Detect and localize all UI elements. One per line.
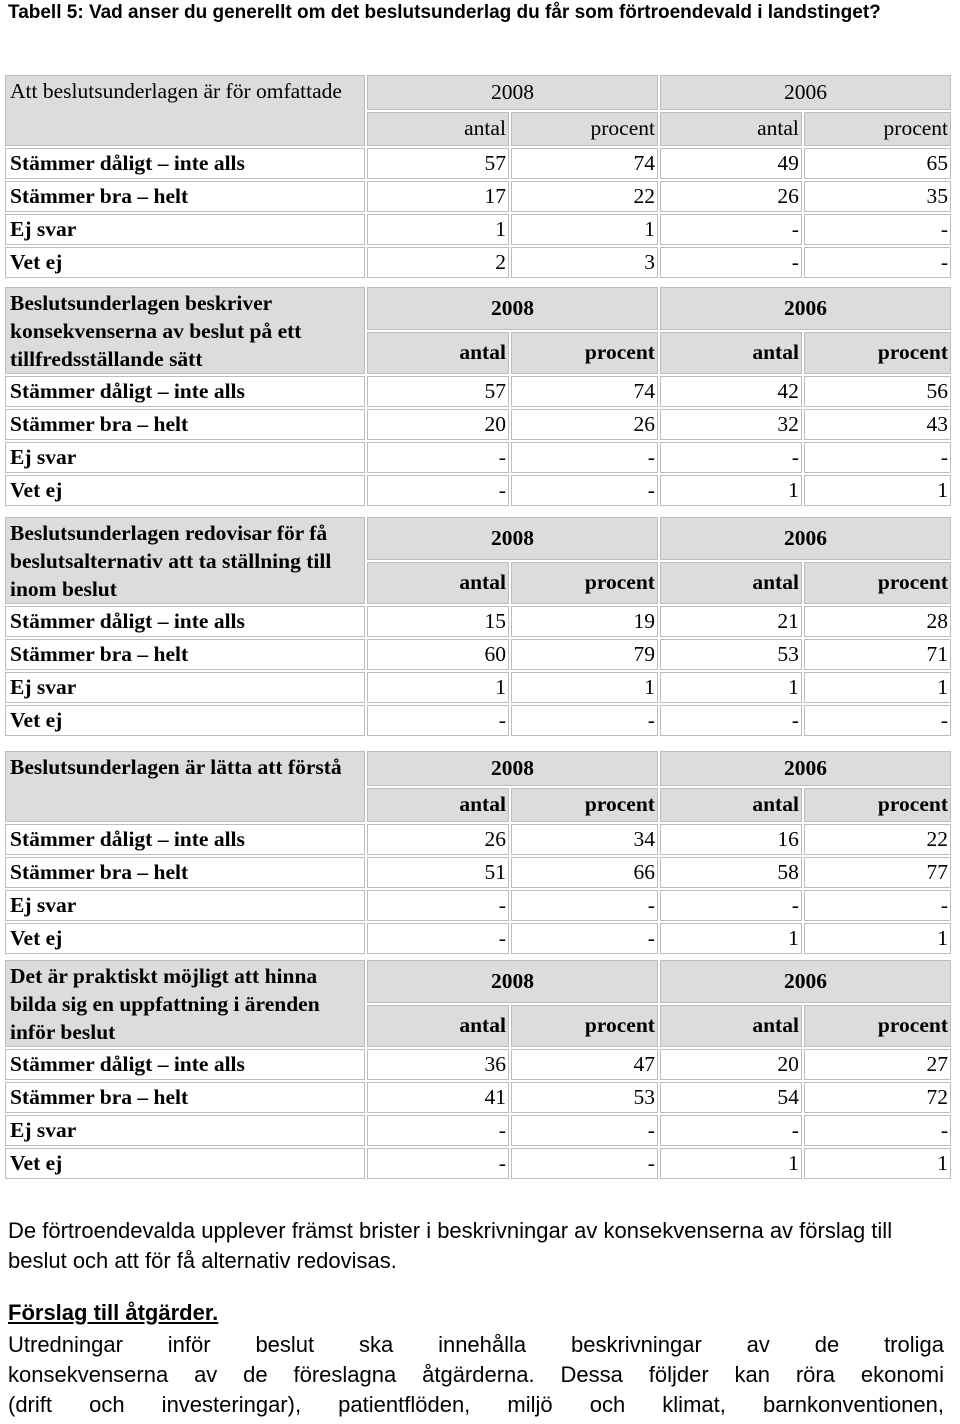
table-row [5,409,951,440]
table-row [5,672,951,703]
cell-value: - [804,442,951,473]
cell-value: 20 [367,409,509,440]
row-label: Stämmer dåligt – inte alls [5,376,365,407]
column-subheader: procent [511,562,658,605]
table-row [5,214,951,245]
cell-value: 35 [804,181,951,212]
column-subheader: antal [660,112,802,147]
column-subheader: antal [367,788,509,823]
cell-value: - [367,1148,509,1179]
row-label: Stämmer bra – helt [5,409,365,440]
cell-value: 41 [367,1082,509,1113]
cell-value: - [367,1115,509,1146]
column-subheader: antal [660,1005,802,1048]
year-header: 2008 [367,287,658,330]
cell-value: 47 [511,1049,658,1080]
cell-value: - [511,1148,658,1179]
cell-value: 1 [660,475,802,506]
column-subheader: procent [804,1005,951,1048]
row-label: Vet ej [5,1148,365,1179]
cell-value: 36 [367,1049,509,1080]
row-label: Stämmer dåligt – inte alls [5,824,365,855]
cell-value: 1 [367,214,509,245]
year-header: 2008 [367,75,658,110]
cell-value: - [511,442,658,473]
column-subheader: procent [511,112,658,147]
cell-value: 2 [367,247,509,278]
table-row [5,824,951,855]
table-row [5,1115,951,1146]
column-subheader: antal [367,112,509,147]
table-row [5,639,951,670]
column-subheader: procent [511,332,658,375]
cell-value: 1 [804,475,951,506]
cell-value: - [511,890,658,921]
table-row [5,442,951,473]
cell-value: 34 [511,824,658,855]
year-header: 2008 [367,960,658,1003]
cell-value: 56 [804,376,951,407]
row-label: Ej svar [5,442,365,473]
cell-value: 1 [660,672,802,703]
cell-value: 17 [367,181,509,212]
cell-value: 57 [367,376,509,407]
cell-value: - [804,1115,951,1146]
cell-value: - [511,705,658,736]
column-subheader: procent [511,1005,658,1048]
section-heading: Förslag till åtgärder. [8,1300,219,1325]
cell-value: 1 [660,923,802,954]
table-heading: Beslutsunderlagen redovisar för få beslutsalternativ att ta ställning till inom beslut [5,517,365,604]
survey-table [3,515,953,738]
cell-value: 1 [804,1148,951,1179]
cell-value: 57 [367,148,509,179]
summary-paragraph: De förtroendevalda upplever främst brister i beskrivningar av konsekvenserna av förslag till beslut och att för få alternativ redovisas. [8,1218,893,1273]
survey-table [3,749,953,956]
cell-value: - [660,1115,802,1146]
cell-value: - [660,442,802,473]
cell-value: 15 [367,606,509,637]
cell-value: 60 [367,639,509,670]
cell-value: 22 [804,824,951,855]
row-label: Stämmer bra – helt [5,1082,365,1113]
row-label: Ej svar [5,1115,365,1146]
cell-value: 20 [660,1049,802,1080]
year-header: 2008 [367,751,658,786]
cell-value: 51 [367,857,509,888]
cell-value: 26 [367,824,509,855]
body-line: konsekvenserna av de föreslagna åtgärderna. Dessa följder kan röra ekonomi [8,1362,944,1387]
cell-value: 27 [804,1049,951,1080]
row-label: Ej svar [5,890,365,921]
table-row [5,1148,951,1179]
column-subheader: procent [804,112,951,147]
cell-value: 77 [804,857,951,888]
table-row [5,890,951,921]
cell-value: - [511,475,658,506]
survey-table [3,958,953,1181]
row-label: Vet ej [5,247,365,278]
cell-value: 79 [511,639,658,670]
table-heading: Det är praktiskt möjligt att hinna bilda sig en uppfattning i ärenden inför beslut [5,960,365,1047]
cell-value: 65 [804,148,951,179]
cell-value: - [660,247,802,278]
table-row [5,1082,951,1113]
column-subheader: antal [367,332,509,375]
cell-value: 16 [660,824,802,855]
row-label: Ej svar [5,214,365,245]
year-header: 2008 [367,517,658,560]
row-label: Vet ej [5,705,365,736]
cell-value: 32 [660,409,802,440]
table-row [5,181,951,212]
cell-value: - [660,214,802,245]
cell-value: 22 [511,181,658,212]
survey-table [3,73,953,280]
body-line: (drift och investeringar), patientflöden, miljö och klimat, barnkonventionen, [8,1392,944,1417]
year-header: 2006 [660,75,951,110]
table-heading: Att beslutsunderlagen är för omfattade [5,75,365,146]
cell-value: 1 [804,923,951,954]
table-row [5,606,951,637]
table-caption: Tabell 5: Vad anser du generellt om det beslutsunderlag du får som förtroendevald i landstinget? [8,2,881,23]
table-row [5,247,951,278]
year-header: 2006 [660,517,951,560]
row-label: Ej svar [5,672,365,703]
cell-value: 1 [660,1148,802,1179]
row-label: Stämmer bra – helt [5,857,365,888]
table-row [5,923,951,954]
cell-value: - [367,923,509,954]
cell-value: - [660,705,802,736]
table-heading: Beslutsunderlagen är lätta att förstå [5,751,365,822]
cell-value: 66 [511,857,658,888]
table-row [5,1049,951,1080]
cell-value: - [511,923,658,954]
row-label: Stämmer dåligt – inte alls [5,606,365,637]
cell-value: - [804,705,951,736]
body-line: Utredningar inför beslut ska innehålla beskrivningar av de troliga [8,1332,944,1357]
cell-value: 3 [511,247,658,278]
cell-value: 58 [660,857,802,888]
cell-value: - [804,890,951,921]
cell-value: 74 [511,376,658,407]
row-label: Stämmer dåligt – inte alls [5,148,365,179]
cell-value: - [367,890,509,921]
cell-value: 74 [511,148,658,179]
cell-value: 53 [511,1082,658,1113]
cell-value: 28 [804,606,951,637]
cell-value: 1 [511,214,658,245]
column-subheader: antal [367,1005,509,1048]
survey-table [3,285,953,508]
cell-value: - [660,890,802,921]
cell-value: 1 [804,672,951,703]
cell-value: 43 [804,409,951,440]
row-label: Stämmer bra – helt [5,639,365,670]
cell-value: - [804,214,951,245]
cell-value: 71 [804,639,951,670]
cell-value: 26 [511,409,658,440]
table-heading: Beslutsunderlagen beskriver konsekvenserna av beslut på ett tillfredsställande sätt [5,287,365,374]
cell-value: - [367,705,509,736]
column-subheader: procent [804,562,951,605]
table-row [5,148,951,179]
table-row [5,705,951,736]
column-subheader: antal [660,788,802,823]
cell-value: - [367,475,509,506]
row-label: Vet ej [5,923,365,954]
cell-value: 54 [660,1082,802,1113]
cell-value: 21 [660,606,802,637]
column-subheader: antal [660,332,802,375]
table-row [5,475,951,506]
column-subheader: procent [804,332,951,375]
cell-value: 72 [804,1082,951,1113]
column-subheader: procent [804,788,951,823]
cell-value: 1 [511,672,658,703]
cell-value: - [367,442,509,473]
row-label: Vet ej [5,475,365,506]
year-header: 2006 [660,287,951,330]
year-header: 2006 [660,751,951,786]
table-row [5,857,951,888]
cell-value: - [804,247,951,278]
row-label: Stämmer bra – helt [5,181,365,212]
cell-value: 1 [367,672,509,703]
cell-value: - [511,1115,658,1146]
cell-value: 19 [511,606,658,637]
column-subheader: antal [367,562,509,605]
cell-value: 49 [660,148,802,179]
cell-value: 53 [660,639,802,670]
row-label: Stämmer dåligt – inte alls [5,1049,365,1080]
year-header: 2006 [660,960,951,1003]
column-subheader: procent [511,788,658,823]
cell-value: 26 [660,181,802,212]
column-subheader: antal [660,562,802,605]
table-row [5,376,951,407]
cell-value: 42 [660,376,802,407]
